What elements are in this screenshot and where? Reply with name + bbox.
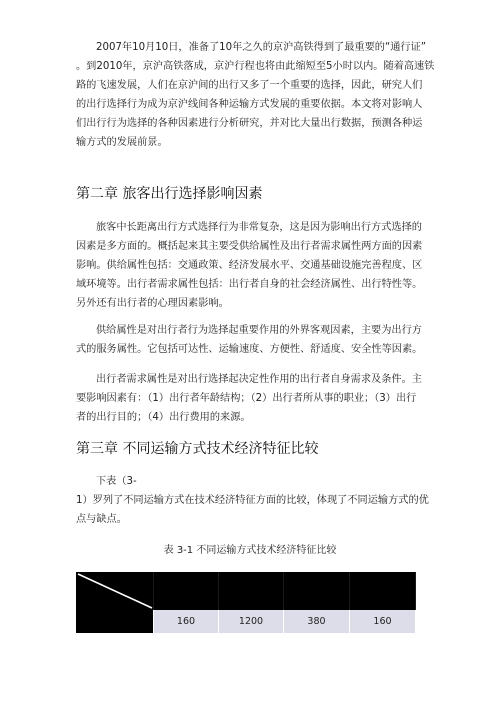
table-cell: 1200 bbox=[219, 610, 284, 633]
chapter-2-heading: 第二章 旅客出行选择影响因素 bbox=[76, 186, 263, 202]
text-line: 。到2010年，京沪高铁落成，京沪行程也将由此缩短至5小时以内。随着高速铁 bbox=[76, 61, 435, 72]
diagonal-divider bbox=[76, 572, 154, 610]
comparison-table bbox=[76, 572, 416, 633]
intro-paragraph bbox=[76, 38, 435, 152]
chapter-2-paragraph-1 bbox=[76, 218, 424, 313]
text-line: 点与缺点。 bbox=[76, 514, 127, 525]
table-header-row bbox=[76, 572, 416, 610]
text-line: 旅客中长距离出行方式选择行为非常复杂，这是因为影响出行方式选择的 bbox=[96, 222, 422, 233]
text-line: 们出行行为选择的各种因素进行分析研究，并对比大量出行数据，预测各种运 bbox=[76, 118, 423, 129]
text-line: 因素是多方面的。概括起来其主要受供给属性及出行者需求属性两方面的因素 bbox=[76, 241, 423, 252]
text-line: 的出行选择行为成为京沪线间各种运输方式发展的重要依据。本文将对影响人 bbox=[76, 99, 423, 110]
text-line: 路的飞速发展，人们在京沪间的出行又多了一个重要的选择，因此，研究人们 bbox=[76, 80, 423, 91]
header-cell bbox=[154, 572, 219, 610]
header-cell bbox=[219, 572, 284, 610]
table-cell: 380 bbox=[284, 610, 350, 633]
text-line: 者的出行目的；（4）出行费用的来源。 bbox=[76, 412, 251, 423]
text-line: 下表（3- bbox=[96, 476, 137, 487]
chapter-3-paragraph-1 bbox=[76, 472, 429, 529]
text-line: 2007年10月10日，准备了10年之久的京沪高铁得到了最重要的“通行证” bbox=[96, 42, 427, 53]
table-row bbox=[76, 610, 416, 633]
text-line: 1）罗列了不同运输方式在技术经济特征方面的比较，体现了不同运输方式的优 bbox=[76, 495, 429, 506]
text-line: 式的服务属性。它包括可达性、运输速度、方便性、舒适度、安全性等因素。 bbox=[76, 344, 423, 355]
chapter-3-heading: 第三章 不同运输方式技术经济特征比较 bbox=[76, 441, 319, 457]
text-line: 供给属性是对出行者行为选择起重要作用的外界客观因素，主要为出行方 bbox=[96, 325, 422, 336]
header-cell bbox=[284, 572, 350, 610]
table-caption: 表 3-1 不同运输方式技术经济特征比较 bbox=[163, 545, 337, 556]
table-cell: 160 bbox=[350, 610, 416, 633]
text-line: 出行者需求属性是对出行选择起决定性作用的出行者自身需求及条件。主 bbox=[96, 374, 422, 385]
table-cell: 160 bbox=[154, 610, 219, 633]
text-line: 输方式的发展前景。 bbox=[76, 137, 168, 148]
text-line: 域环境等。出行者需求属性包括：出行者自身的社会经济属性、出行特性等。 bbox=[76, 279, 423, 290]
text-line: 要影响因素有：（1）出行者年龄结构；（2）出行者所从事的职业；（3）出行 bbox=[76, 393, 417, 404]
header-corner-cell bbox=[76, 572, 154, 610]
header-cell bbox=[350, 572, 416, 610]
text-line: 影响。供给属性包括：交通政策、经济发展水平、交通基础设施完善程度、区 bbox=[76, 260, 423, 271]
row-label-cell bbox=[76, 610, 154, 633]
chapter-2-paragraph-2 bbox=[76, 321, 424, 359]
text-line: 另外还有出行者的心理因素影响。 bbox=[76, 298, 229, 309]
chapter-2-paragraph-3 bbox=[76, 370, 424, 427]
